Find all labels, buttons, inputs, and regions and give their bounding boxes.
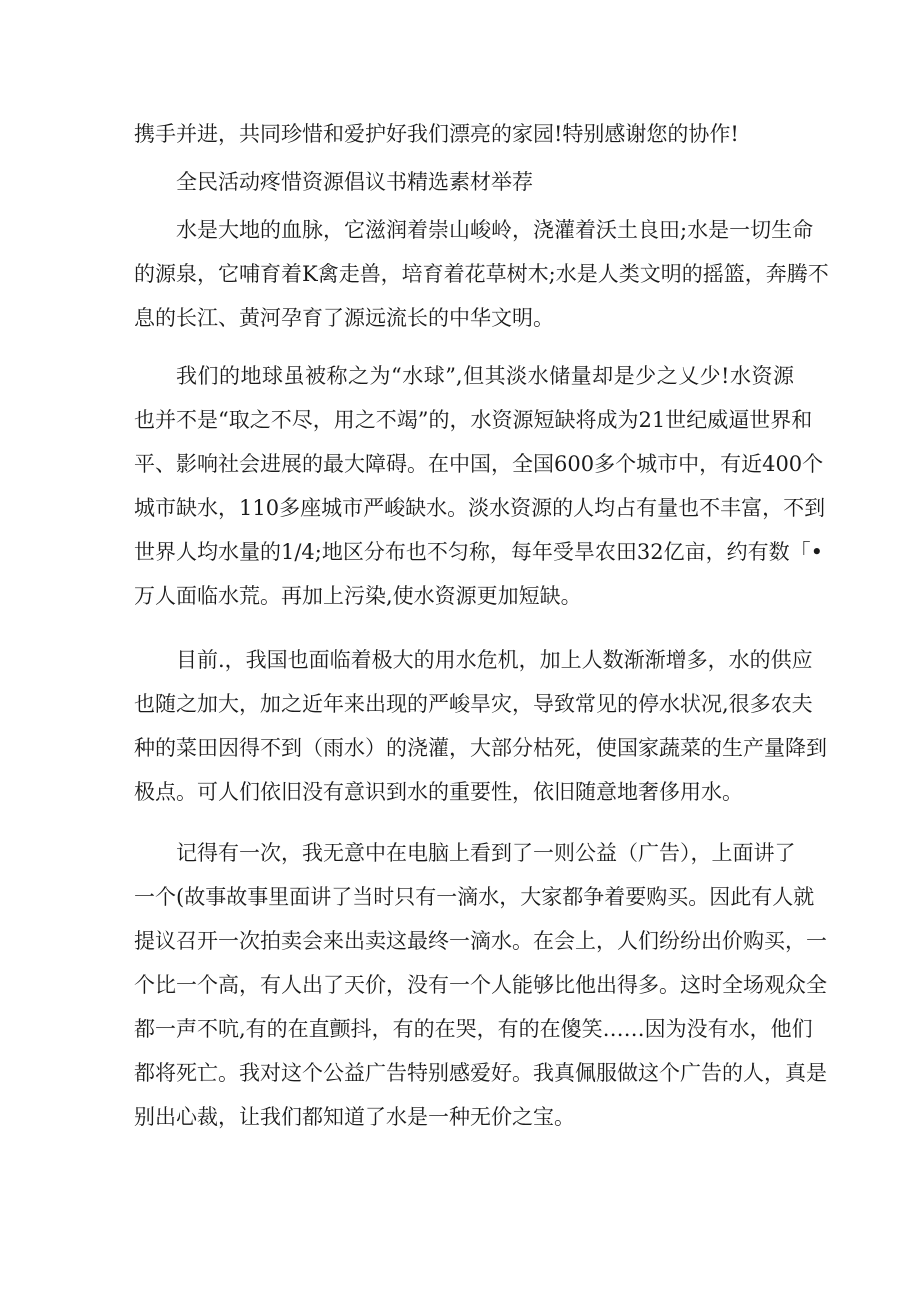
section-title	[134, 160, 794, 204]
paragraph-4	[134, 831, 827, 1139]
text-line: 个比一个高，有人出了天价，没有一个人能够比他出得多。这时全场观众全	[134, 973, 827, 997]
text-line: 种的菜田因得不到（雨水）的浇灌，大部分枯死，使国家蔬菜的生产量降到	[134, 736, 827, 760]
paragraph-closing	[134, 112, 794, 156]
text-line: 都将死亡。我对这个公益广告特别感爱好。我真佩服做这个广告的人，真是	[134, 1061, 827, 1085]
text-line: 目前.，我国也面临着极大的用水危机，加上人数渐渐增多，水的供应	[176, 648, 813, 672]
text-line: 息的长江、黄河孕育了源远流长的中华文明。	[134, 306, 554, 330]
text-line: 世界人均水量的1/4;地区分布也不匀称，每年受旱农田32亿亩，约有数「•	[134, 540, 823, 564]
text-line: 城市缺水，110多座城市严峻缺水。淡水资源的人均占有量也不丰富，不到	[134, 496, 826, 520]
text-line: 记得有一次，我无意中在电脑上看到了一则公益（广告），上面讲了	[176, 841, 796, 865]
paragraph-3	[134, 638, 827, 814]
text-line: 极点。可人们依旧没有意识到水的重要性，依旧随意地奢侈用水。	[134, 780, 743, 804]
paragraph-1	[134, 208, 829, 340]
text-line: 都一声不吭,有的在直颤抖，有的在哭，有的在傻笑……因为没有水，他们	[134, 1017, 813, 1041]
text-line: 水是大地的血脉，它滋润着崇山峻岭，浇灌着沃土良田;水是一切生命	[176, 218, 814, 242]
text-line: 的源泉，它哺育着K禽走兽，培育着花草树木;水是人类文明的摇篮，奔腾不	[134, 262, 829, 286]
text-line: 也并不是“取之不尽，用之不竭”的，水资源短缺将成为21世纪威逼世界和	[134, 408, 813, 432]
text-line: 提议召开一次拍卖会来出卖这最终一滴水。在会上，人们纷纷出价购买，一	[134, 929, 827, 953]
text-line: 一个(故事故事里面讲了当时只有一滴水，大家都争着要购买。因此有人就	[134, 885, 815, 909]
text-line: 平、影响社会进展的最大障碍。在中国，全国600多个城市中，有近400个	[134, 452, 824, 476]
text-line: 万人面临水荒。再加上污染,使水资源更加短缺。	[134, 584, 582, 608]
title-line: 全民活动疼惜资源倡议书精选素材举荐	[176, 170, 533, 194]
text-line: 携手并进，共同珍惜和爱护好我们漂亮的家园!特别感谢您的协作!	[134, 122, 739, 146]
text-line: 我们的地球虽被称之为“水球”,但其淡水储量却是少之乂少!水资源	[176, 364, 794, 388]
text-line: 别出心裁，让我们都知道了水是一种无价之宝。	[134, 1105, 575, 1129]
text-line: 也随之加大，加之近年来出现的严峻旱灾，导致常见的停水状况,很多农夫	[134, 692, 813, 716]
paragraph-2	[134, 354, 826, 618]
